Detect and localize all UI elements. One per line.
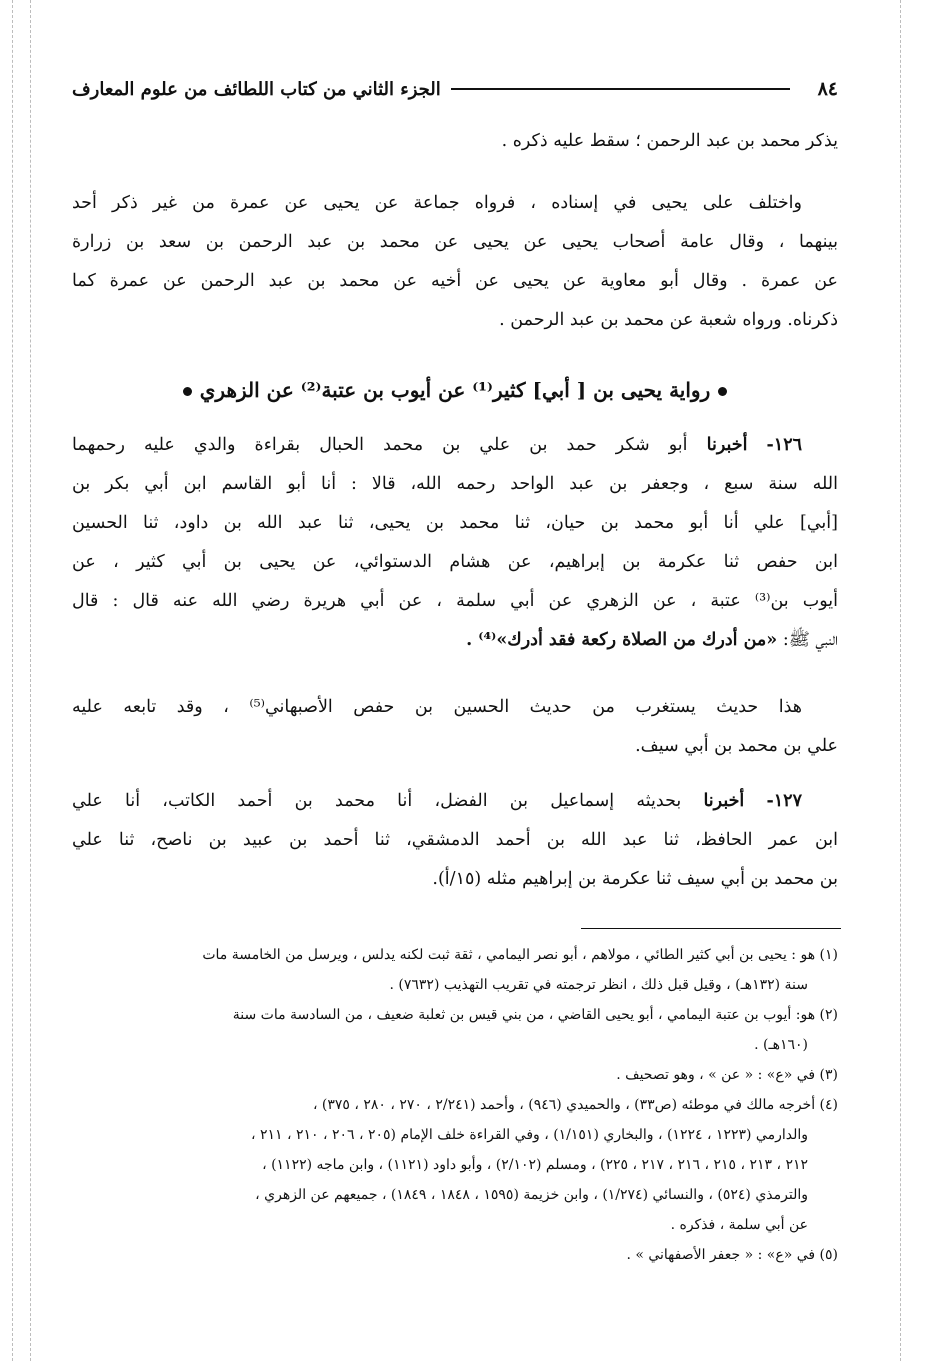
- text-span: أبو شكر حمد بن علي بن محمد الحبال بقراءة والدي عليه رحمهما: [72, 435, 688, 455]
- footnote-line: (٤) أخرجه مالك في موطئه (ص٣٣) ، والحميدي (٩٤٦) ، وأحمد (٢/٢٤١ ، ٢٧٠ ، ٢٨٠ ، ٣٧٥) ،: [312, 1097, 838, 1113]
- paragraph-hadith-comment: [72, 688, 838, 766]
- scan-edge-line: [900, 0, 901, 1361]
- page-number: ٨٤: [817, 78, 838, 100]
- footnote-line: والترمذي (٥٢٤) ، والنسائي (١/٢٧٤) ، وابن خزيمة (١٥٩٥ ، ١٨٤٨ ، ١٨٤٩) ، جميعهم عن الزهري ،: [255, 1187, 808, 1203]
- header-rule: [451, 88, 790, 90]
- footnote-line: والدارمي (١٢٢٣ ، ١٢٢٤) ، والبخاري (١/١٥١) ، وفي القراءة خلف الإمام (٢٠٥ ، ٢٠٦ ، ٢١٠ ، ٢١١ ،: [251, 1127, 808, 1143]
- footnote-line: (١) هو : يحيى بن أبي كثير الطائي ، مولاهم ، أبو نصر اليمامي ، ثقة ثبت لكنه يدلس ، ويرسل من الخامسة مات: [202, 947, 838, 963]
- section-heading-text: رواية يحيى بن [ أبي] كثير⁽¹⁾ عن أيوب بن عتبة⁽²⁾ عن الزهري: [199, 378, 711, 402]
- hadith-number: ١٢٧-: [766, 791, 802, 811]
- footnote-line: ٢١٢ ، ٢١٣ ، ٢١٥ ، ٢١٦ ، ٢١٧ ، ٢٢٥) ، ومسلم (٢/١٠٢) ، وأبو داود (١١٢١) ، وابن ماجه (١١٢٢) ،: [262, 1157, 808, 1173]
- text-line: أيوب بن⁽³⁾ عتبة ، عن الزهري عن أبي سلمة ، عن أبي هريرة رضي الله عنه قال : قال: [72, 591, 838, 611]
- text-line: [72, 426, 838, 465]
- text-line: ذكرناه. ورواه شعبة عن محمد بن عبد الرحمن .: [499, 310, 838, 330]
- text-line: بن محمد بن أبي سيف ثنا عكرمة بن إبراهيم مثله (١٥/أ).: [432, 869, 838, 889]
- text-line: ابن حفص ثنا عكرمة بن إبراهيم، عن هشام الدستوائي، عن يحيى بن أبي كثير ، عن: [72, 552, 838, 572]
- text-line: الله سنة سبع ، وجعفر بن عبد الواحد رحمه الله، قالا : أنا أبو القاسم ابن أبي بكر بن: [72, 474, 838, 494]
- footnote-line: (١٦٠هـ) .: [754, 1037, 808, 1053]
- text-line: [أبي] علي أنا أبو محمد بن حيان، ثنا محمد بن يحيى، ثنا عبد الله بن داود، ثنا الحسين: [72, 513, 838, 533]
- text-line: عن عمرة . وقال أبو معاوية عن يحيى عن أخيه عن محمد بن عبد الرحمن عن عمرة كما: [72, 271, 838, 291]
- text-line: واختلف على يحيى في إسناده ، فرواه جماعة عن يحيى عن عمرة من غير ذكر أحد: [72, 193, 802, 213]
- text-span: بحديثه إسماعيل بن الفضل، أنا محمد بن أحمد الكاتب، أنا علي: [72, 791, 682, 811]
- paragraph-isnad-discussion: [72, 184, 838, 340]
- hadith-126: [72, 426, 838, 660]
- hadith-127: [72, 782, 838, 899]
- footnotes: [72, 940, 838, 1270]
- footnote-line: (٢) هو: أيوب بن عتبة اليمامي ، أبو يحيى القاضي ، من بني قيس بن ثعلبة ضعيف ، من السادسة مات سنة: [232, 1007, 838, 1023]
- hadith-lead-word: أخبرنا: [703, 791, 745, 811]
- text-span: النبي ﷺ:: [782, 630, 838, 650]
- text-line: يذكر محمد بن عبد الرحمن ؛ سقط عليه ذكره .: [501, 131, 838, 151]
- bullet-dot-icon: [183, 387, 192, 396]
- intro-paragraph: [72, 122, 838, 161]
- bullet-dot-icon: [718, 387, 727, 396]
- footnote-line: (٥) في «ع» : « جعفر الأصفهاني » .: [626, 1247, 838, 1263]
- scan-edge-line: [12, 0, 13, 1361]
- hadith-lead-word: أخبرنا: [706, 435, 748, 455]
- hadith-quote: «من أدرك من الصلاة ركعة فقد أدرك»⁽⁴⁾ .: [466, 630, 778, 650]
- footnote-separator: [581, 928, 841, 929]
- footnote-line: سنة (١٣٢هـ) ، وقيل قبل ذلك ، انظر ترجمته في تقريب التهذيب (٧٦٣٢) .: [389, 977, 808, 993]
- footnote-line: عن أبي سلمة ، فذكره .: [670, 1217, 808, 1233]
- scan-edge-line: [30, 0, 31, 1361]
- text-line: ابن عمر الحافظ، ثنا عبد الله بن أحمد الدمشقي، ثنا أحمد بن عبيد بن ناصح، ثنا علي: [72, 830, 838, 850]
- hadith-number: ١٢٦-: [766, 435, 802, 455]
- text-line: علي بن محمد بن أبي سيف.: [635, 736, 838, 756]
- text-line: [72, 621, 838, 660]
- running-title: الجزء الثاني من كتاب اللطائف من علوم المعارف: [72, 78, 441, 100]
- footnote-line: (٣) في «ع» : « عن » ، وهو تصحيف .: [616, 1067, 838, 1083]
- running-header: [72, 74, 838, 104]
- section-heading: [72, 370, 838, 410]
- text-line: بينهما ، وقال عامة أصحاب يحيى عن يحيى عن محمد بن عبد الرحمن بن سعد بن زرارة: [72, 232, 838, 252]
- text-line: هذا حديث يستغرب من حديث الحسين بن حفص الأصبهاني⁽⁵⁾ ، وقد تابعه عليه: [72, 697, 802, 717]
- text-line: [72, 782, 838, 821]
